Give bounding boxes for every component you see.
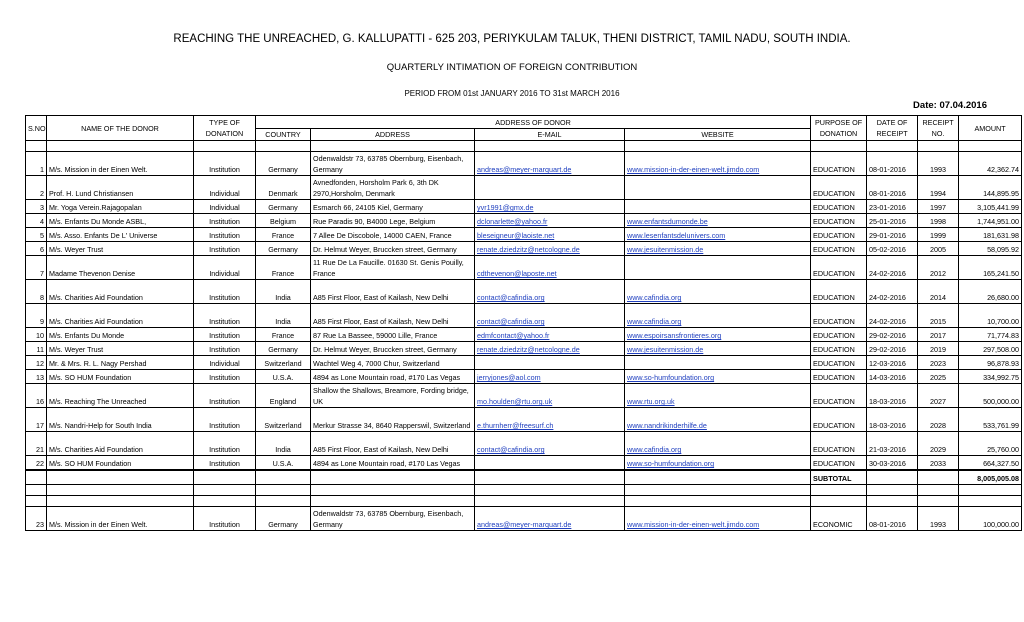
cell-receipt: 2029 <box>918 432 959 456</box>
cell-sno: 2 <box>26 176 47 200</box>
table-row <box>26 507 1022 531</box>
cell-sno: 16 <box>26 384 47 408</box>
cell-amount: 100,000.00 <box>959 507 1022 531</box>
cell-purpose: EDUCATION <box>811 370 867 384</box>
cell-email[interactable]: edmfcontact@yahoo.fr <box>475 328 625 342</box>
cell-amount: 71,774.83 <box>959 328 1022 342</box>
cell-email <box>475 456 625 471</box>
cell-purpose: EDUCATION <box>811 356 867 370</box>
cell-email[interactable]: andreas@meyer-marquart.de <box>475 507 625 531</box>
cell-type: Institution <box>194 384 256 408</box>
cell-donor: M/s. Mission in der Einen Welt. <box>47 507 194 531</box>
cell-donor: Mr. & Mrs. R. L. Nagy Pershad <box>47 356 194 370</box>
document-date: Date: 07.04.2016 <box>913 100 987 111</box>
cell-country: England <box>256 384 311 408</box>
cell-receipt: 2023 <box>918 356 959 370</box>
cell-purpose: EDUCATION <box>811 456 867 471</box>
cell-donor: M/s. Charities Aid Foundation <box>47 432 194 456</box>
cell-purpose: ECONOMIC <box>811 507 867 531</box>
table-row <box>26 152 1022 176</box>
cell-purpose: EDUCATION <box>811 152 867 176</box>
cell-email <box>475 356 625 370</box>
cell-website[interactable]: www.cafindia.org <box>625 280 811 304</box>
cell-email[interactable]: yvr1991@gmx.de <box>475 200 625 214</box>
cell-email[interactable]: dclonarlette@yahoo.fr <box>475 214 625 228</box>
cell-website[interactable]: www.nandrikinderhilfe.de <box>625 408 811 432</box>
cell-purpose: EDUCATION <box>811 242 867 256</box>
cell-receipt: 1994 <box>918 176 959 200</box>
cell-website <box>625 356 811 370</box>
table-row <box>26 228 1022 242</box>
cell-website[interactable]: www.cafindia.org <box>625 432 811 456</box>
cell-amount: 96,878.93 <box>959 356 1022 370</box>
cell-date: 29-01-2016 <box>867 228 918 242</box>
cell-amount: 144,895.95 <box>959 176 1022 200</box>
cell-email <box>475 176 625 200</box>
table-row <box>26 176 1022 200</box>
cell-address: A85 First Floor, East of Kailash, New Delhi <box>311 280 475 304</box>
period-label: PERIOD FROM 01st JANUARY 2016 TO 31st MARCH 2016 <box>404 89 620 98</box>
document-subtitle: QUARTERLY INTIMATION OF FOREIGN CONTRIBUTION <box>386 62 638 73</box>
cell-donor: M/s. Asso. Enfants De L' Universe <box>47 228 194 242</box>
subtotal-amount: 8,005,005.08 <box>959 470 1022 485</box>
cell-type: Institution <box>194 214 256 228</box>
cell-amount: 533,761.99 <box>959 408 1022 432</box>
cell-type: Institution <box>194 370 256 384</box>
cell-email[interactable]: cdthevenon@laposte.net <box>475 256 625 280</box>
cell-country: Switzerland <box>256 408 311 432</box>
cell-website[interactable]: www.rtu.org.uk <box>625 384 811 408</box>
cell-address: 4894 as Lone Mountain road, #170 Las Vegas <box>311 370 475 384</box>
cell-sno: 5 <box>26 228 47 242</box>
cell-address: 7 Allee De Discobole, 14000 CAEN, France <box>311 228 475 242</box>
cell-amount: 1,744,951.00 <box>959 214 1022 228</box>
table-row <box>26 242 1022 256</box>
cell-address: A85 First Floor, East of Kailash, New Delhi <box>311 432 475 456</box>
cell-email[interactable]: renate.dziedzitz@netcologne.de <box>475 242 625 256</box>
table-row <box>26 280 1022 304</box>
cell-sno: 8 <box>26 280 47 304</box>
cell-date: 21-03-2016 <box>867 432 918 456</box>
cell-address: Odenwaldstr 73, 63785 Obernburg, Eisenbach, Germany <box>311 152 475 176</box>
cell-type: Institution <box>194 456 256 471</box>
cell-website <box>625 200 811 214</box>
cell-amount: 25,760.00 <box>959 432 1022 456</box>
cell-date: 14-03-2016 <box>867 370 918 384</box>
cell-date: 08-01-2016 <box>867 507 918 531</box>
cell-receipt: 2005 <box>918 242 959 256</box>
cell-website[interactable]: www.enfantsdumonde.be <box>625 214 811 228</box>
table-row <box>26 432 1022 456</box>
cell-receipt: 2019 <box>918 342 959 356</box>
cell-amount: 26,680.00 <box>959 280 1022 304</box>
cell-purpose: EDUCATION <box>811 200 867 214</box>
cell-email[interactable]: jerryjones@aol.com <box>475 370 625 384</box>
cell-email[interactable]: contact@cafindia.org <box>475 304 625 328</box>
cell-address: 11 Rue De La Faucille. 01630 St. Genis Pouilly, France <box>311 256 475 280</box>
cell-receipt: 2027 <box>918 384 959 408</box>
cell-address: 87 Rue La Bassee, 59000 Lille, France <box>311 328 475 342</box>
cell-receipt: 1993 <box>918 152 959 176</box>
col-amount: AMOUNT <box>959 116 1022 141</box>
col-country: COUNTRY <box>256 129 311 141</box>
cell-purpose: EDUCATION <box>811 384 867 408</box>
cell-date: 23-01-2016 <box>867 200 918 214</box>
cell-amount: 58,095.92 <box>959 242 1022 256</box>
cell-email[interactable]: e.thurnherr@freesurf.ch <box>475 408 625 432</box>
cell-type: Institution <box>194 242 256 256</box>
cell-type: Institution <box>194 280 256 304</box>
cell-type: Institution <box>194 328 256 342</box>
cell-website <box>625 176 811 200</box>
cell-receipt: 1998 <box>918 214 959 228</box>
cell-purpose: EDUCATION <box>811 256 867 280</box>
cell-donor: M/s. Charities Aid Foundation <box>47 280 194 304</box>
cell-receipt: 2033 <box>918 456 959 471</box>
cell-receipt: 2012 <box>918 256 959 280</box>
cell-address: Shallow the Shallows, Breamore, Fording bridge, UK <box>311 384 475 408</box>
cell-country: Denmark <box>256 176 311 200</box>
cell-country: France <box>256 256 311 280</box>
cell-country: U.S.A. <box>256 370 311 384</box>
table-row <box>26 328 1022 342</box>
cell-type: Institution <box>194 432 256 456</box>
cell-sno: 1 <box>26 152 47 176</box>
cell-email[interactable]: andreas@meyer-marquart.de <box>475 152 625 176</box>
cell-address: Rue Paradis 90, B4000 Lege, Belgium <box>311 214 475 228</box>
cell-sno: 3 <box>26 200 47 214</box>
cell-country: Germany <box>256 242 311 256</box>
cell-website[interactable]: www.espoirsansfrontieres.org <box>625 328 811 342</box>
cell-type: Institution <box>194 507 256 531</box>
cell-country: France <box>256 328 311 342</box>
cell-address: 4894 as Lone Mountain road, #170 Las Vegas <box>311 456 475 471</box>
cell-date: 29-02-2016 <box>867 328 918 342</box>
cell-receipt: 1997 <box>918 200 959 214</box>
col-type: TYPE OF DONATION <box>194 116 256 141</box>
cell-donor: Madame Thevenon Denise <box>47 256 194 280</box>
donations-table <box>25 115 1022 531</box>
cell-sno: 9 <box>26 304 47 328</box>
cell-address: Odenwaldstr 73, 63785 Obernburg, Eisenbach, Germany <box>311 507 475 531</box>
cell-donor: M/s. SO HUM Foundation <box>47 370 194 384</box>
cell-address: Merkur Strasse 34, 8640 Rapperswil, Switzerland <box>311 408 475 432</box>
cell-purpose: EDUCATION <box>811 228 867 242</box>
cell-country: India <box>256 432 311 456</box>
cell-website <box>625 256 811 280</box>
cell-country: India <box>256 280 311 304</box>
cell-sno: 23 <box>26 507 47 531</box>
cell-country: Germany <box>256 152 311 176</box>
document-title: REACHING THE UNREACHED, G. KALLUPATTI - 625 203, PERIYKULAM TALUK, THENI DISTRICT, TAMIL NADU, SOUTH INDIA. <box>173 33 851 45</box>
col-receipt: RECEIPT NO. <box>918 116 959 141</box>
cell-purpose: EDUCATION <box>811 304 867 328</box>
blank-row <box>26 485 1022 496</box>
col-purpose: PURPOSE OF DONATION <box>811 116 867 141</box>
cell-website[interactable]: www.so-humfoundation.org <box>625 370 811 384</box>
cell-sno: 10 <box>26 328 47 342</box>
cell-website[interactable]: www.mission-in-der-einen-welt.jimdo.com <box>625 507 811 531</box>
col-sno: S.NO <box>26 116 47 141</box>
cell-website[interactable]: www.mission-in-der-einen-welt.jimdo.com <box>625 152 811 176</box>
cell-donor: M/s. Charities Aid Foundation <box>47 304 194 328</box>
cell-purpose: EDUCATION <box>811 342 867 356</box>
cell-date: 08-01-2016 <box>867 152 918 176</box>
cell-date: 24-02-2016 <box>867 280 918 304</box>
cell-donor: Mr. Yoga Verein.Rajagopalan <box>47 200 194 214</box>
blank-row <box>26 496 1022 507</box>
col-email: E-MAIL <box>475 129 625 141</box>
cell-donor: M/s. Mission in der Einen Welt. <box>47 152 194 176</box>
cell-donor: M/s. SO HUM Foundation <box>47 456 194 471</box>
cell-amount: 500,000.00 <box>959 384 1022 408</box>
col-date: DATE OF RECEIPT <box>867 116 918 141</box>
col-address-group: ADDRESS OF DONOR <box>256 116 811 129</box>
cell-receipt: 2015 <box>918 304 959 328</box>
cell-date: 12-03-2016 <box>867 356 918 370</box>
cell-date: 05-02-2016 <box>867 242 918 256</box>
cell-date: 24-02-2016 <box>867 256 918 280</box>
subtotal-row <box>26 470 1022 485</box>
cell-country: Germany <box>256 342 311 356</box>
cell-address: Dr. Helmut Weyer, Bruccken street, Germany <box>311 342 475 356</box>
cell-receipt: 2028 <box>918 408 959 432</box>
cell-date: 08-01-2016 <box>867 176 918 200</box>
cell-address: A85 First Floor, East of Kailash, New Delhi <box>311 304 475 328</box>
col-website: WEBSITE <box>625 129 811 141</box>
col-donor: NAME OF THE DONOR <box>47 116 194 141</box>
cell-date: 30-03-2016 <box>867 456 918 471</box>
cell-purpose: EDUCATION <box>811 408 867 432</box>
col-address: ADDRESS <box>311 129 475 141</box>
cell-country: U.S.A. <box>256 456 311 471</box>
cell-email[interactable]: contact@cafindia.org <box>475 280 625 304</box>
cell-amount: 664,327.50 <box>959 456 1022 471</box>
table-row <box>26 456 1022 471</box>
cell-type: Institution <box>194 152 256 176</box>
cell-amount: 10,700.00 <box>959 304 1022 328</box>
cell-receipt: 1999 <box>918 228 959 242</box>
cell-date: 25-01-2016 <box>867 214 918 228</box>
table-row <box>26 256 1022 280</box>
cell-website[interactable]: www.jesuitenmission.de <box>625 242 811 256</box>
cell-country: Germany <box>256 200 311 214</box>
cell-purpose: EDUCATION <box>811 176 867 200</box>
cell-country: Belgium <box>256 214 311 228</box>
cell-website[interactable]: www.so-humfoundation.org <box>625 456 811 471</box>
cell-donor: M/s. Reaching The Unreached <box>47 384 194 408</box>
cell-website[interactable]: www.lesenfantsdelunivers.com <box>625 228 811 242</box>
cell-email[interactable]: contact@cafindia.org <box>475 432 625 456</box>
cell-amount: 3,105,441.99 <box>959 200 1022 214</box>
cell-email[interactable]: bleseigneur@laoiste.net <box>475 228 625 242</box>
table-row <box>26 304 1022 328</box>
cell-email[interactable]: renate.dziedzitz@netcologne.de <box>475 342 625 356</box>
cell-donor: Prof. H. Lund Christiansen <box>47 176 194 200</box>
cell-receipt: 2014 <box>918 280 959 304</box>
cell-type: Individual <box>194 200 256 214</box>
cell-donor: M/s. Nandri-Help for South India <box>47 408 194 432</box>
cell-type: Individual <box>194 176 256 200</box>
subtotal-label: SUBTOTAL <box>811 470 867 485</box>
cell-purpose: EDUCATION <box>811 280 867 304</box>
cell-type: Institution <box>194 304 256 328</box>
cell-donor: M/s. Weyer Trust <box>47 242 194 256</box>
cell-date: 24-02-2016 <box>867 304 918 328</box>
cell-sno: 12 <box>26 356 47 370</box>
table-row <box>26 370 1022 384</box>
table-row <box>26 200 1022 214</box>
cell-country: Germany <box>256 507 311 531</box>
cell-receipt: 1993 <box>918 507 959 531</box>
cell-address: Wachtel Weg 4, 7000 Chur, Switzerland <box>311 356 475 370</box>
cell-receipt: 2017 <box>918 328 959 342</box>
cell-country: France <box>256 228 311 242</box>
cell-receipt: 2025 <box>918 370 959 384</box>
cell-sno: 22 <box>26 456 47 471</box>
cell-website[interactable]: www.cafindia.org <box>625 304 811 328</box>
cell-type: Institution <box>194 228 256 242</box>
cell-donor: M/s. Enfants Du Monde <box>47 328 194 342</box>
cell-type: Institution <box>194 408 256 432</box>
cell-sno: 7 <box>26 256 47 280</box>
cell-amount: 42,362.74 <box>959 152 1022 176</box>
cell-amount: 297,508.00 <box>959 342 1022 356</box>
table-row <box>26 384 1022 408</box>
cell-country: Switzerland <box>256 356 311 370</box>
cell-sno: 4 <box>26 214 47 228</box>
cell-address: Esmarch 66, 24105 Kiel, Germany <box>311 200 475 214</box>
cell-website[interactable]: www.jesuitenmission.de <box>625 342 811 356</box>
cell-purpose: EDUCATION <box>811 214 867 228</box>
cell-address: Dr. Helmut Weyer, Bruccken street, Germany <box>311 242 475 256</box>
cell-sno: 6 <box>26 242 47 256</box>
table-row <box>26 342 1022 356</box>
cell-date: 18-03-2016 <box>867 384 918 408</box>
cell-date: 18-03-2016 <box>867 408 918 432</box>
cell-country: India <box>256 304 311 328</box>
cell-amount: 181,631.98 <box>959 228 1022 242</box>
table-row <box>26 214 1022 228</box>
cell-sno: 17 <box>26 408 47 432</box>
cell-sno: 13 <box>26 370 47 384</box>
table-row <box>26 408 1022 432</box>
cell-donor: M/s. Enfants Du Monde ASBL, <box>47 214 194 228</box>
table-row <box>26 356 1022 370</box>
cell-amount: 165,241.50 <box>959 256 1022 280</box>
cell-amount: 334,992.75 <box>959 370 1022 384</box>
cell-type: Individual <box>194 256 256 280</box>
cell-email[interactable]: mo.houlden@rtu.org.uk <box>475 384 625 408</box>
cell-purpose: EDUCATION <box>811 328 867 342</box>
cell-date: 29-02-2016 <box>867 342 918 356</box>
cell-purpose: EDUCATION <box>811 432 867 456</box>
cell-sno: 21 <box>26 432 47 456</box>
cell-address: Avnedfonden, Horsholm Park 6, 3th DK 2970,Horsholm, Denmark <box>311 176 475 200</box>
cell-type: Individual <box>194 356 256 370</box>
cell-type: Institution <box>194 342 256 356</box>
cell-donor: M/s. Weyer Trust <box>47 342 194 356</box>
cell-sno: 11 <box>26 342 47 356</box>
